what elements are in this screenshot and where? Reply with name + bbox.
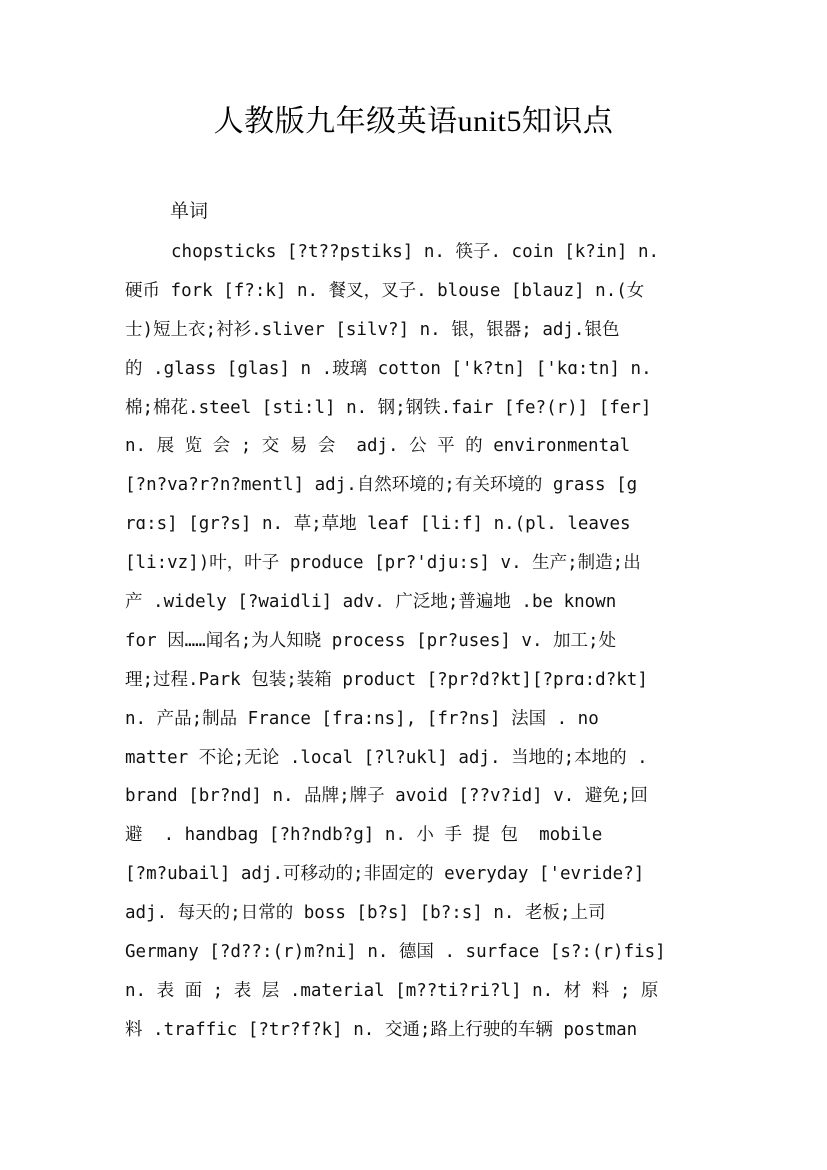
section-heading: 单词	[170, 200, 209, 222]
paragraph-line: 避 . handbag [?h?ndb?g] n. 小 手 提 包 mobile	[125, 825, 603, 846]
paragraph-line: n. 产品;制品 France [fra:ns], [fr?ns] 法国 . no	[125, 708, 599, 729]
paragraph-line: 棉;棉花.steel [sti:l] n. 钢;钢铁.fair [fe?(r)] [fer]	[125, 397, 652, 418]
paragraph-line: [li:vz])叶，叶子 produce [pr?'dju:s] v. 生产;制造;出	[125, 553, 641, 574]
page-title: 人教版九年级英语unit5知识点	[213, 105, 614, 138]
paragraph-line: 产 .widely [?waidli] adv. 广泛地;普遍地 .be known	[125, 592, 617, 613]
paragraph-line: 料 .traffic [?tr?f?k] n. 交通;路上行驶的车辆 postman	[125, 1019, 638, 1040]
paragraph-line: rɑ:s] [gr?s] n. 草;草地 leaf [li:f] n.(pl. leaves	[125, 514, 631, 535]
paragraph-line: [?m?ubail] adj.可移动的;非固定的 everyday ['evride?]	[125, 864, 645, 885]
paragraph-line: 的 .glass [glas] n .玻璃 cotton ['k?tn] ['kɑ:tn] n.	[125, 358, 652, 379]
paragraph-line: n. 展 览 会 ; 交 易 会 adj. 公 平 的 environmental	[125, 436, 631, 457]
vocabulary-paragraph	[125, 233, 705, 1050]
paragraph-line: chopsticks [?t??pstiks] n. 筷子. coin [k?in] n.	[171, 242, 660, 262]
paragraph-line: [?n?va?r?n?mentl] adj.自然环境的;有关环境的 grass [g	[125, 475, 638, 496]
paragraph-line: adj. 每天的;日常的 boss [b?s] [b?:s] n. 老板;上司	[125, 903, 606, 924]
paragraph-line: n. 表 面 ; 表 层 .material [m??ti?ri?l] n. 材 料 ; 原	[125, 980, 659, 1001]
paragraph-line: matter 不论;无论 .local [?l?ukl] adj. 当地的;本地的 .	[125, 747, 648, 768]
paragraph-line: 士)短上衣;衬衫.sliver [silv?] n. 银，银器; adj.银色	[125, 319, 620, 340]
paragraph-line: Germany [?d??:(r)m?ni] n. 德国 . surface [s?:(r)fis]	[125, 942, 666, 963]
paragraph-line: 硬币 fork [f?:k] n. 餐叉，叉子. blouse [blauz] n.(女	[125, 280, 645, 301]
paragraph-line: brand [br?nd] n. 品牌;牌子 avoid [??v?id] v. 避免;回	[125, 786, 648, 807]
paragraph-line: for 因……闻名;为人知晓 process [pr?uses] v. 加工;处	[125, 630, 617, 651]
paragraph-line: 理;过程.Park 包装;装箱 product [?pr?d?kt][?prɑ:d?kt]	[125, 669, 648, 690]
